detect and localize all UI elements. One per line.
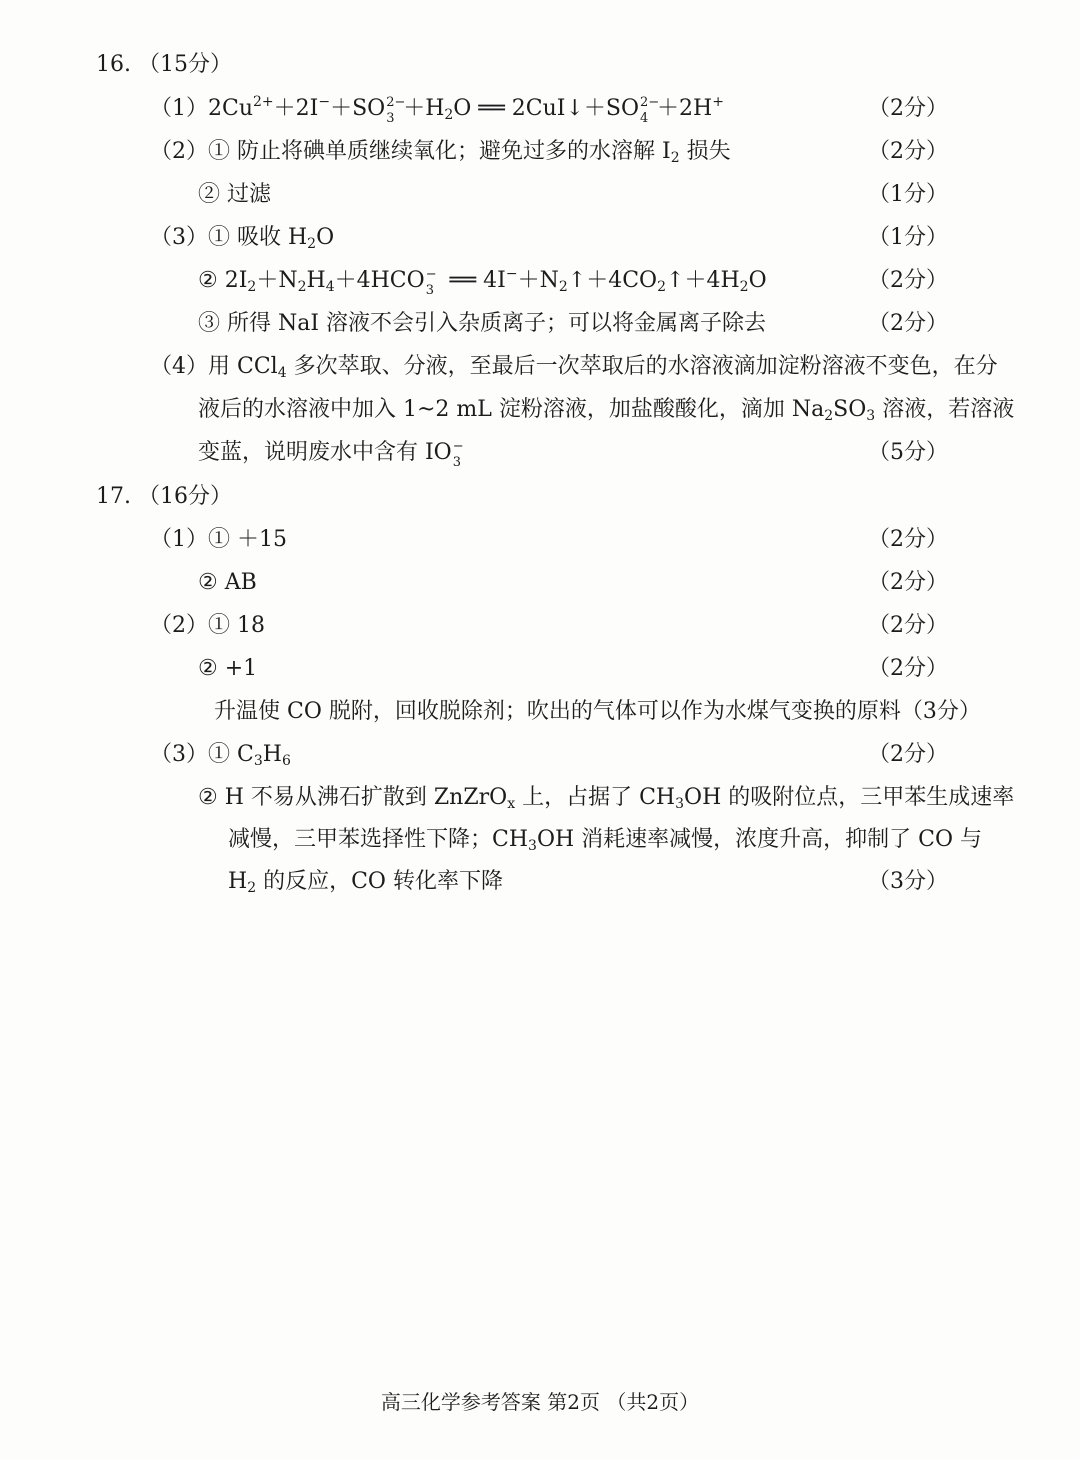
q16-part4-line3: 变蓝，说明废水中含有 IO − 3 [198, 439, 464, 470]
q17-part2-explanation: 升温使 CO 脱附，回收脱除剂；吹出的气体可以作为水煤气变换的原料（3分） [214, 699, 981, 724]
q17-part3-line1: ② H 不易从沸石扩散到 ZnZrO$_x$ 上，占据了 $CH_3OH$ 的吸附位点，三甲苯生成速率 [198, 785, 1015, 812]
q16-part2-answer2-score: （1分） [868, 182, 948, 207]
q17-part1-answer1-score: （2分） [868, 527, 948, 552]
q16-part3-equation: ② $2I_2+N_2H_4+4HCO$ − 3 ══ $4I^-+N_2↑+4CO_2↑+4H_2O$ [198, 266, 767, 298]
q16-part3-answer3: ③ 所得 NaI 溶液不会引入杂质离子；可以将金属离子除去 [198, 311, 767, 336]
q17-part1-answer2-score: （2分） [868, 570, 948, 595]
q17-part3-line3: $H_2$ 的反应，CO 转化率下降 [228, 869, 503, 896]
q17-part3-score: （3分） [868, 869, 948, 894]
q17-part3-answer1: （3）① $C_3H_6$ [150, 742, 291, 769]
question-16-heading: 16. （15分） [96, 52, 232, 77]
q16-part3-answer3-score: （2分） [868, 311, 948, 336]
q17-part3-line2: 减慢，三甲苯选择性下降；$CH_3OH$ 消耗速率减慢，浓度升高，抑制了 CO 与 [228, 827, 983, 854]
q16-part4-line2: 液后的水溶液中加入 1~2 mL 淀粉溶液，加盐酸酸化，滴加 $Na_2SO_3$ 溶液，若溶液 [198, 397, 1015, 424]
q17-part1-answer2: ② AB [198, 570, 257, 595]
page-footer: 高三化学参考答案 第2页 （共2页） [380, 1390, 700, 1414]
q17-part2-answer1: （2）① 18 [150, 613, 265, 638]
q16-part1-score: （2分） [868, 96, 948, 121]
q16-part2-answer1: （2）① 防止将碘单质继续氧化；避免过多的水溶解 $I_2$ 损失 [150, 139, 731, 166]
q16-part3-answer1: （3）① 吸收 $H_2O$ [150, 225, 335, 252]
question-17-heading: 17. （16分） [96, 484, 232, 509]
q16-part4-line1: （4）用 CCl$_4$ 多次萃取、分液，至最后一次萃取后的水溶液滴加淀粉溶液不变色，在分 [150, 354, 998, 381]
q16-part2-answer1-score: （2分） [868, 139, 948, 164]
q17-part2-answer2: ② +1 [198, 656, 258, 681]
q17-part1-answer1: （1）① ＋15 [150, 527, 287, 552]
q17-part2-answer2-score: （2分） [868, 656, 948, 681]
q16-part2-answer2: ② 过滤 [198, 182, 271, 207]
q17-part3-answer1-score: （2分） [868, 742, 948, 767]
q17-part2-answer1-score: （2分） [868, 613, 948, 638]
q16-part3-equation-score: （2分） [868, 268, 948, 293]
q16-part3-answer1-score: （1分） [868, 225, 948, 250]
q16-part1-equation: $(1)2Cu^{2+}+2I^-+SO$ 2− 3 $+H_2O$ ══ 2CuI↓＋SO 2− 4 ＋2H+ [150, 94, 724, 126]
q16-part4-score: （5分） [868, 440, 948, 465]
